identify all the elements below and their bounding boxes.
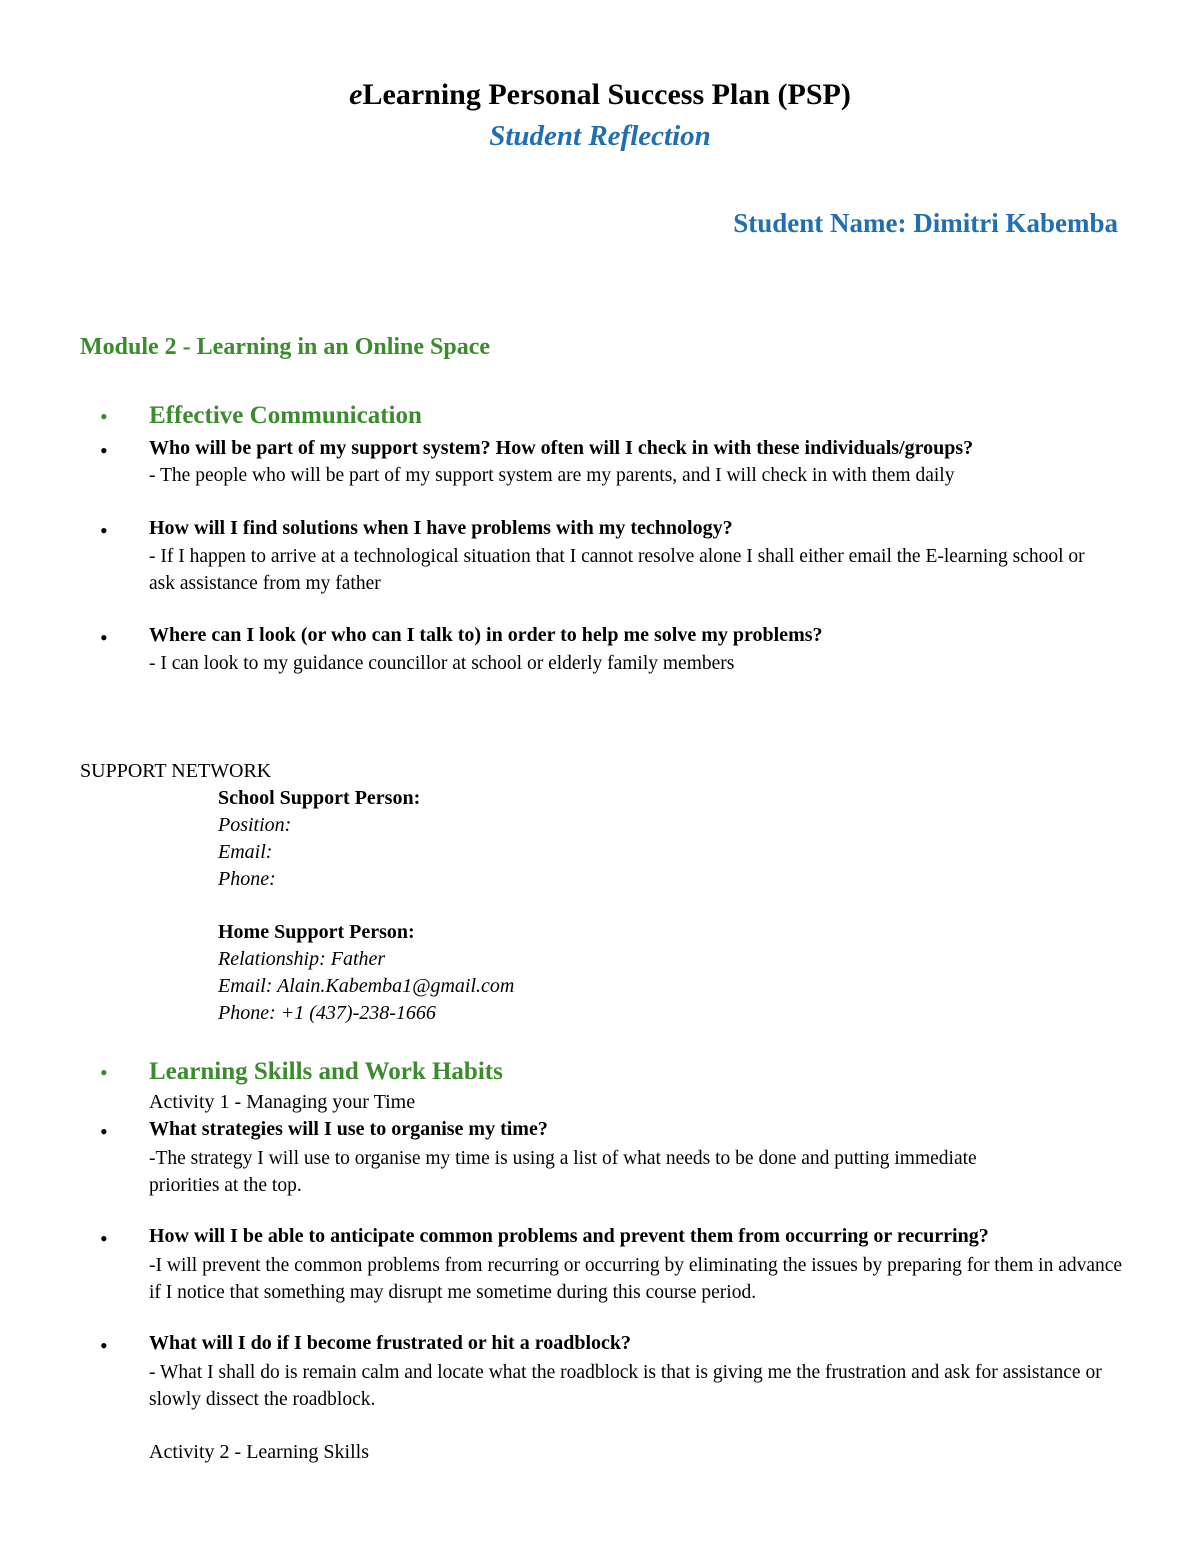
home-email: Email: Alain.Kabemba1@gmail.com — [218, 975, 515, 997]
section-heading-habits: Learning Skills and Work Habits — [149, 1058, 503, 1085]
bullet-icon: • — [100, 1226, 108, 1251]
support-network-heading: SUPPORT NETWORK — [80, 760, 272, 782]
school-phone: Phone: — [218, 868, 276, 890]
answer-technology: - If I happen to arrive at a technological situation that I cannot resolve alone I shall either email the E-learning school or ask assistance from my father — [149, 546, 1085, 594]
bullet-icon: • — [100, 518, 108, 543]
answer-roadblock: - What I shall do is remain calm and locate what the roadblock is that is giving me the frustration and ask for assistance or slowly dissect the roadblock. — [149, 1362, 1102, 1410]
section-heading-communication: Effective Communication — [149, 402, 422, 429]
activity-2-label: Activity 2 - Learning Skills — [149, 1441, 369, 1463]
home-phone: Phone: +1 (437)-238-1666 — [218, 1002, 436, 1024]
bullet-icon: • — [100, 1060, 108, 1085]
school-email: Email: — [218, 841, 273, 863]
school-position: Position: — [218, 814, 292, 836]
question-organise-time: What strategies will I use to organise my time? — [149, 1118, 548, 1140]
module-title: Module 2 - Learning in an Online Space — [80, 334, 491, 360]
answer-support-system: - The people who will be part of my support system are my parents, and I will check in with them daily — [149, 465, 955, 486]
question-help: Where can I look (or who can I talk to) in order to help me solve my problems? — [149, 624, 823, 646]
student-name: Student Name: Dimitri Kabemba — [733, 208, 1118, 238]
question-roadblock: What will I do if I become frustrated or hit a roadblock? — [149, 1332, 632, 1354]
answer-anticipate-problems: -I will prevent the common problems from recurring or occurring by eliminating the issues by preparing for them in advance if I notice that something may disrupt me sometime during this course period. — [149, 1255, 1123, 1303]
school-support-label: School Support Person: — [218, 787, 421, 809]
answer-organise-time: -The strategy I will use to organise my time is using a list of what needs to be done and putting immediate priorities at the top. — [149, 1148, 977, 1196]
answer-help: - I can look to my guidance councillor at school or elderly family members — [149, 653, 735, 674]
bullet-icon: • — [100, 438, 108, 463]
question-support-system: Who will be part of my support system? How often will I check in with these individuals/groups? — [149, 437, 974, 459]
bullet-icon: • — [100, 625, 108, 650]
bullet-icon: • — [100, 1333, 108, 1358]
home-relationship: Relationship: Father — [218, 948, 386, 970]
question-anticipate-problems: How will I be able to anticipate common problems and prevent them from occurring or recurring? — [149, 1225, 989, 1247]
title-text: Learning Personal Success Plan (PSP) — [362, 78, 851, 111]
bullet-icon: • — [100, 404, 108, 429]
bullet-icon: • — [100, 1119, 108, 1144]
document-title — [0, 78, 1200, 112]
document-subtitle: Student Reflection — [489, 120, 711, 152]
home-support-label: Home Support Person: — [218, 921, 415, 943]
activity-1-label: Activity 1 - Managing your Time — [149, 1091, 416, 1113]
title-prefix: e — [349, 78, 363, 111]
question-technology: How will I find solutions when I have problems with my technology? — [149, 517, 733, 539]
